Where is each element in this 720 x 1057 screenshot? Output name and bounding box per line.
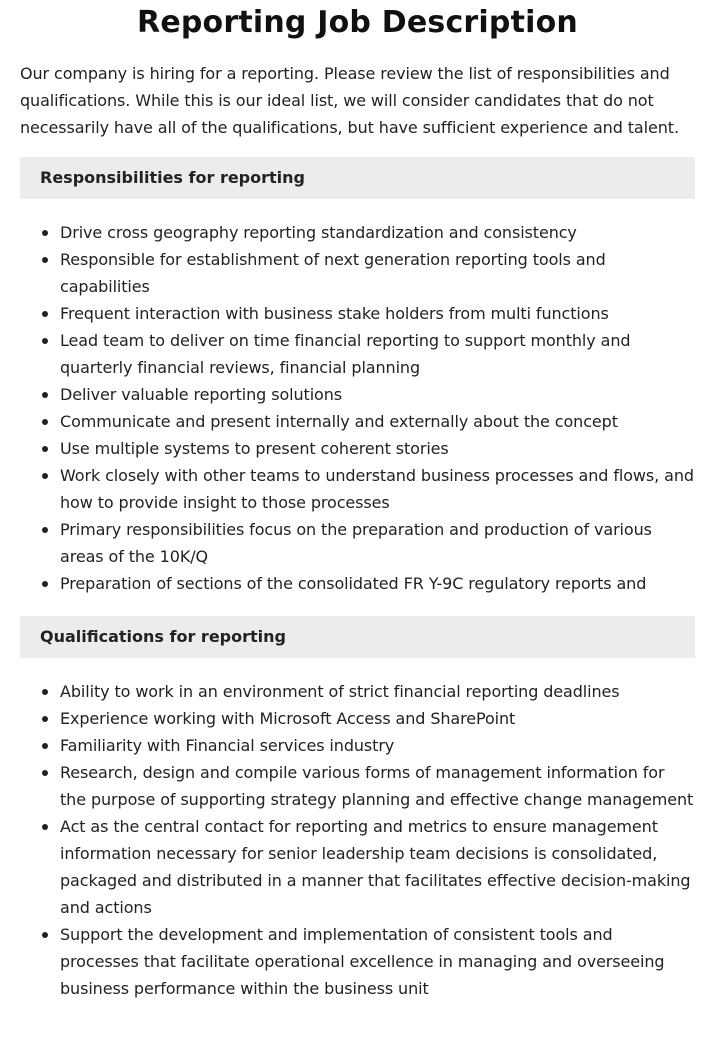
- responsibilities-heading: Responsibilities for reporting: [20, 157, 695, 199]
- qualifications-heading: Qualifications for reporting: [20, 616, 695, 658]
- page-title: Reporting Job Description: [137, 5, 578, 40]
- list-item: Primary responsibilities focus on the preparation and production of various areas of the 10K/Q: [20, 516, 695, 570]
- list-item: Ability to work in an environment of strict financial reporting deadlines: [20, 678, 695, 705]
- list-item: Use multiple systems to present coherent stories: [20, 435, 695, 462]
- list-item: Responsible for establishment of next generation reporting tools and capabilities: [20, 246, 695, 300]
- list-item: Drive cross geography reporting standardization and consistency: [20, 219, 695, 246]
- list-item: Deliver valuable reporting solutions: [20, 381, 695, 408]
- list-item: Support the development and implementation of consistent tools and processes that facilitate operational excellence in managing and overseeing business performance within the business unit: [20, 921, 695, 1002]
- list-item: Frequent interaction with business stake holders from multi functions: [20, 300, 695, 327]
- list-item: Research, design and compile various forms of management information for the purpose of supporting strategy planning and effective change management: [20, 759, 695, 813]
- list-item: Work closely with other teams to understand business processes and flows, and how to provide insight to those processes: [20, 462, 695, 516]
- list-item: Familiarity with Financial services industry: [20, 732, 695, 759]
- list-item: Preparation of sections of the consolidated FR Y-9C regulatory reports and: [20, 570, 695, 597]
- list-item: Lead team to deliver on time financial reporting to support monthly and quarterly financial reviews, financial planning: [20, 327, 695, 381]
- list-item: Communicate and present internally and externally about the concept: [20, 408, 695, 435]
- responsibilities-list: [20, 219, 695, 597]
- list-item: Experience working with Microsoft Access and SharePoint: [20, 705, 695, 732]
- list-item: Act as the central contact for reporting and metrics to ensure management information necessary for senior leadership team decisions is consolidated, packaged and distributed in a manner that facilitates effective decision-making and actions: [20, 813, 695, 921]
- qualifications-list: [20, 678, 695, 1002]
- intro-paragraph: Our company is hiring for a reporting. Please review the list of responsibilities and qualifications. While this is our ideal list, we will consider candidates that do not necessarily have all of the qualifications, but have sufficient experience and talent.: [20, 64, 679, 137]
